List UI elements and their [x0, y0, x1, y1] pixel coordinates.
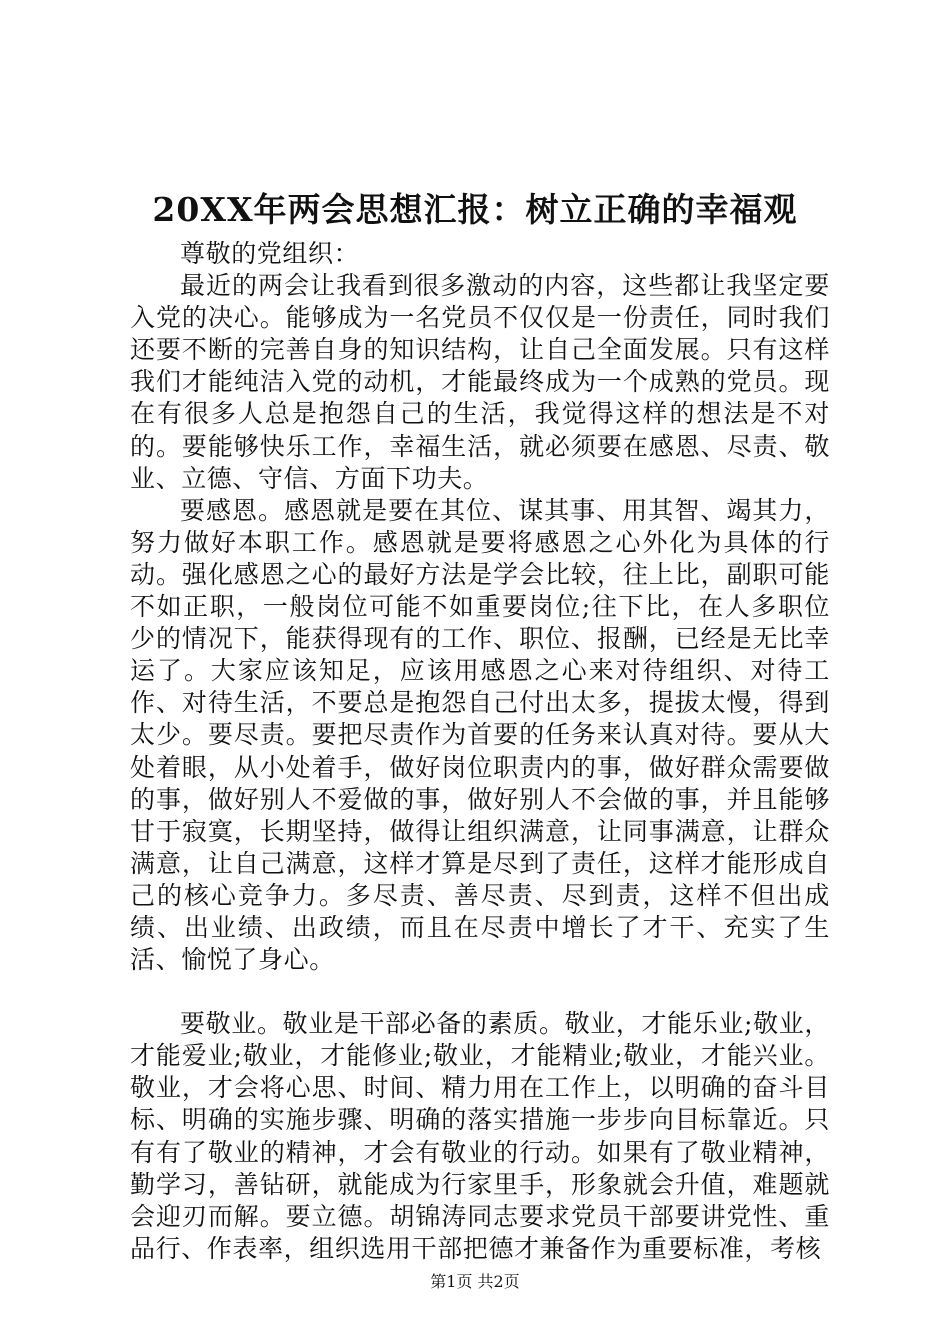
paragraph-intro: 最近的两会让我看到很多激动的内容，这些都让我坚定要入党的决心。能够成为一名党员不仅仅是一份责任，同时我们还要不断的完善自身的知识结构，让自己全面发展。只有这样我们才能纯洁入党的动机，才能最终成为一个成熟的党员。现在有很多人总是抱怨自己的生活，我觉得这样的想法是不对的。要能够快乐工作，幸福生活，就必须要在感恩、尽责、敬业、立德、守信、方面下功夫。	[130, 271, 830, 493]
paragraph-dedication: 要敬业。敬业是干部必备的素质。敬业，才能乐业;敬业，才能爱业;敬业，才能修业;敬业，才能精业;敬业，才能兴业。敬业，才会将心思、时间、精力用在工作上，以明确的奋斗目标、明确的实施步骤、明确的落实措施一步步向目标靠近。只有有了敬业的精神，才会有敬业的行动。如果有了敬业精神，勤学习，善钻研，就能成为行家里手，形象就会升值，难题就会迎刃而解。要立德。胡锦涛同志要求党员干部要讲党性、重品行、作表率，组织选用干部把德才兼备作为重要标准，考核	[130, 1009, 830, 1263]
salutation: 尊敬的党组织：	[180, 239, 360, 268]
document-body	[130, 238, 830, 1265]
page-number-footer: 第1页 共2页	[430, 1272, 520, 1291]
paragraph-gratitude-duty: 要感恩。感恩就是要在其位、谋其事、用其智、竭其力，努力做好本职工作。感恩就是要将感恩之心外化为具体的行动。强化感恩之心的最好方法是学会比较，往上比，副职可能不如正职，一般岗位可能不如重要岗位;往下比，在人多职位少的情况下，能获得现有的工作、职位、报酬，已经是无比幸运了。大家应该知足，应该用感恩之心来对待组织、对待工作、对待生活，不要总是抱怨自己付出太多，提拔太慢，得到太少。要尽责。要把尽责作为首要的任务来认真对待。要从大处着眼，从小处着手，做好岗位职责内的事，做好群众需要做的事，做好别人不爱做的事，做好别人不会做的事，并且能够甘于寂寞，长期坚持，做得让组织满意，让同事满意，让群众满意，让自己满意，这样才算是尽到了责任，这样才能形成自己的核心竞争力。多尽责、善尽责、尽到责，这样不但出成绩、出业绩、出政绩，而且在尽责中增长了才干、充实了生活、愉悦了身心。	[130, 495, 830, 975]
page-title: 20XX年两会思想汇报：树立正确的幸福观	[152, 190, 798, 229]
